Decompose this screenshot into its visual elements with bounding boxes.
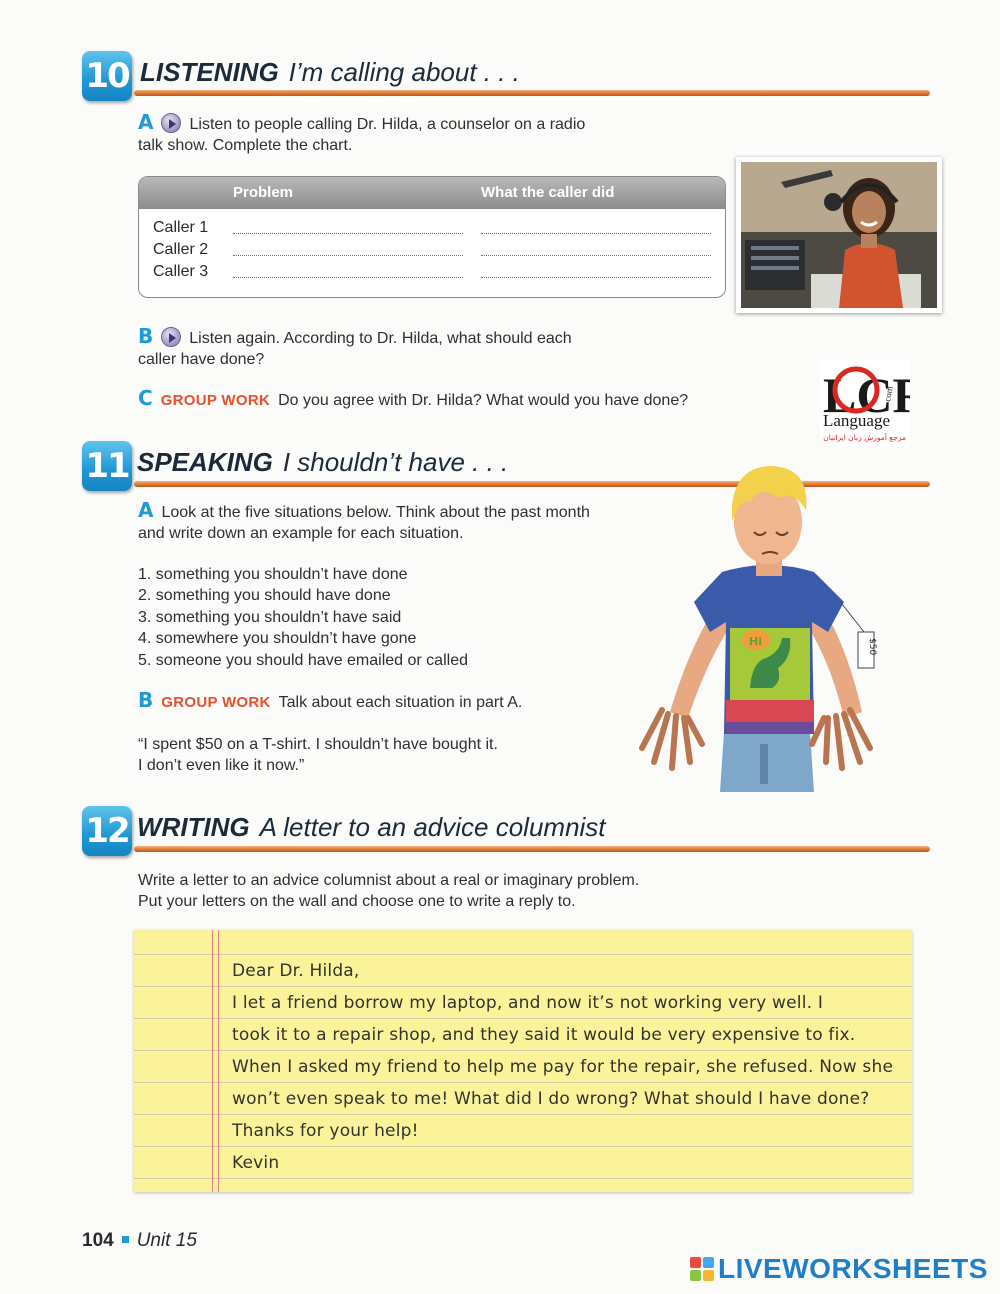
ruled-line [134, 1178, 912, 1179]
list-item: 4. somewhere you shouldn’t have gone [138, 630, 417, 647]
answer-line[interactable] [233, 233, 463, 234]
section-title-main: LISTENING [140, 57, 279, 87]
unit-label: Unit 15 [136, 1230, 197, 1251]
part-letter-a: A [138, 498, 154, 522]
section-title-writing [137, 812, 606, 843]
part-letter-b: B [138, 688, 154, 712]
part-letter-a: A [138, 110, 154, 134]
section-number-10: 10 [82, 51, 132, 101]
page-number: 104 [82, 1230, 114, 1251]
audio-play-icon[interactable] [161, 327, 181, 347]
quote-text: I don’t even like it now.” [138, 757, 305, 774]
chart-row-caller-2: Caller 2 [153, 241, 209, 258]
letter-signature: Kevin [232, 1153, 280, 1173]
answer-line[interactable] [481, 233, 711, 234]
list-item: 1. something you shouldn’t have done [138, 566, 408, 583]
letter-line: Dear Dr. Hilda, [232, 961, 360, 981]
quote-text: “I spent $50 on a T-shirt. I shouldn’t have bought it. [138, 736, 498, 753]
letter-line: I let a friend borrow my laptop, and now it’s not working very well. I [232, 993, 824, 1013]
example-quote [138, 734, 638, 776]
shirt-speech: Hi [749, 635, 762, 648]
answer-line[interactable] [233, 255, 463, 256]
instruction-text: and write down an example for each situation. [138, 525, 464, 542]
section-title-speaking [137, 447, 508, 478]
section-number-11: 11 [82, 441, 132, 491]
brand-grid-icon [690, 1257, 714, 1281]
section-subtitle: I’m calling about . . . [288, 57, 520, 87]
margin-line [212, 930, 213, 1192]
section-title-main: WRITING [137, 812, 250, 842]
logo-word: Language [823, 411, 891, 430]
chart-row-caller-1: Caller 1 [153, 219, 209, 236]
letter-notepad [134, 930, 912, 1192]
section-subtitle: A letter to an advice columnist [259, 812, 606, 842]
instruction-11a [138, 500, 698, 544]
list-item: 5. someone you should have emailed or called [138, 652, 468, 669]
group-work-label: GROUP WORK [161, 694, 271, 711]
part-letter-b: B [138, 324, 154, 348]
logo-tagline: مرجع آموزش زبان ایرانیان [823, 433, 906, 442]
letter-line: When I asked my friend to help me pay for the repair, she refused. Now she [232, 1057, 894, 1077]
audio-play-icon[interactable] [161, 113, 181, 133]
instruction-text: Put your letters on the wall and choose one to write a reply to. [138, 893, 576, 910]
instruction-text: caller have done? [138, 351, 265, 368]
part-letter-c: C [138, 386, 153, 410]
instruction-10b [138, 326, 698, 370]
instruction-text: Listen again. According to Dr. Hilda, what should each [189, 330, 572, 347]
chart-col-caller-did: What the caller did [481, 184, 615, 201]
instruction-10c [138, 388, 778, 411]
answer-line[interactable] [481, 255, 711, 256]
instruction-text: Write a letter to an advice columnist about a real or imaginary problem. [138, 872, 640, 889]
ruled-line [134, 1050, 912, 1051]
list-item: 3. something you shouldn’t have said [138, 609, 402, 626]
logo-letters: LC [823, 367, 893, 423]
lcr-language-logo [820, 360, 910, 446]
ruled-line [134, 1018, 912, 1019]
instruction-text: Listen to people calling Dr. Hilda, a counselor on a radio [189, 116, 586, 133]
instruction-12 [138, 870, 738, 912]
instruction-11b [138, 690, 698, 713]
price-tag: $50 [867, 638, 877, 656]
instruction-text: Do you agree with Dr. Hilda? What would you have done? [278, 392, 689, 409]
instruction-text: talk show. Complete the chart. [138, 137, 353, 154]
instruction-10a [138, 112, 698, 156]
ruled-line [134, 1114, 912, 1115]
answer-line[interactable] [233, 277, 463, 278]
chart-row-caller-3: Caller 3 [153, 263, 209, 280]
ruled-line [134, 954, 912, 955]
letter-line: Thanks for your help! [232, 1121, 419, 1141]
chart-header [139, 177, 725, 209]
letter-line: won’t even speak to me! What did I do wrong? What should I have done? [232, 1089, 870, 1109]
instruction-text: Talk about each situation in part A. [278, 694, 523, 711]
instruction-text: Look at the five situations below. Think about the past month [161, 504, 590, 521]
boy-illustration [632, 462, 880, 792]
section-title-listening [140, 57, 520, 88]
footer-square-icon [122, 1236, 129, 1243]
section-rule [134, 90, 930, 96]
section-title-main: SPEAKING [137, 447, 273, 477]
page-footer [82, 1230, 197, 1252]
brand-text: LIVEWORKSHEETS [718, 1253, 988, 1284]
list-item: 2. something you should have done [138, 587, 391, 604]
chart-col-problem: Problem [233, 184, 294, 201]
answer-line[interactable] [481, 277, 711, 278]
letter-line: took it to a repair shop, and they said it would be very expensive to fix. [232, 1025, 856, 1045]
logo-com: com [882, 385, 895, 403]
ruled-line [134, 986, 912, 987]
caller-chart [138, 176, 726, 298]
ruled-line [134, 1146, 912, 1147]
radio-host-photo [736, 157, 942, 313]
section-rule [134, 846, 930, 852]
margin-line [218, 930, 219, 1192]
liveworksheets-brand[interactable] [690, 1253, 988, 1285]
group-work-label: GROUP WORK [160, 392, 271, 409]
section-subtitle: I shouldn’t have . . . [282, 447, 509, 477]
section-number-12: 12 [82, 806, 132, 856]
ruled-line [134, 1082, 912, 1083]
